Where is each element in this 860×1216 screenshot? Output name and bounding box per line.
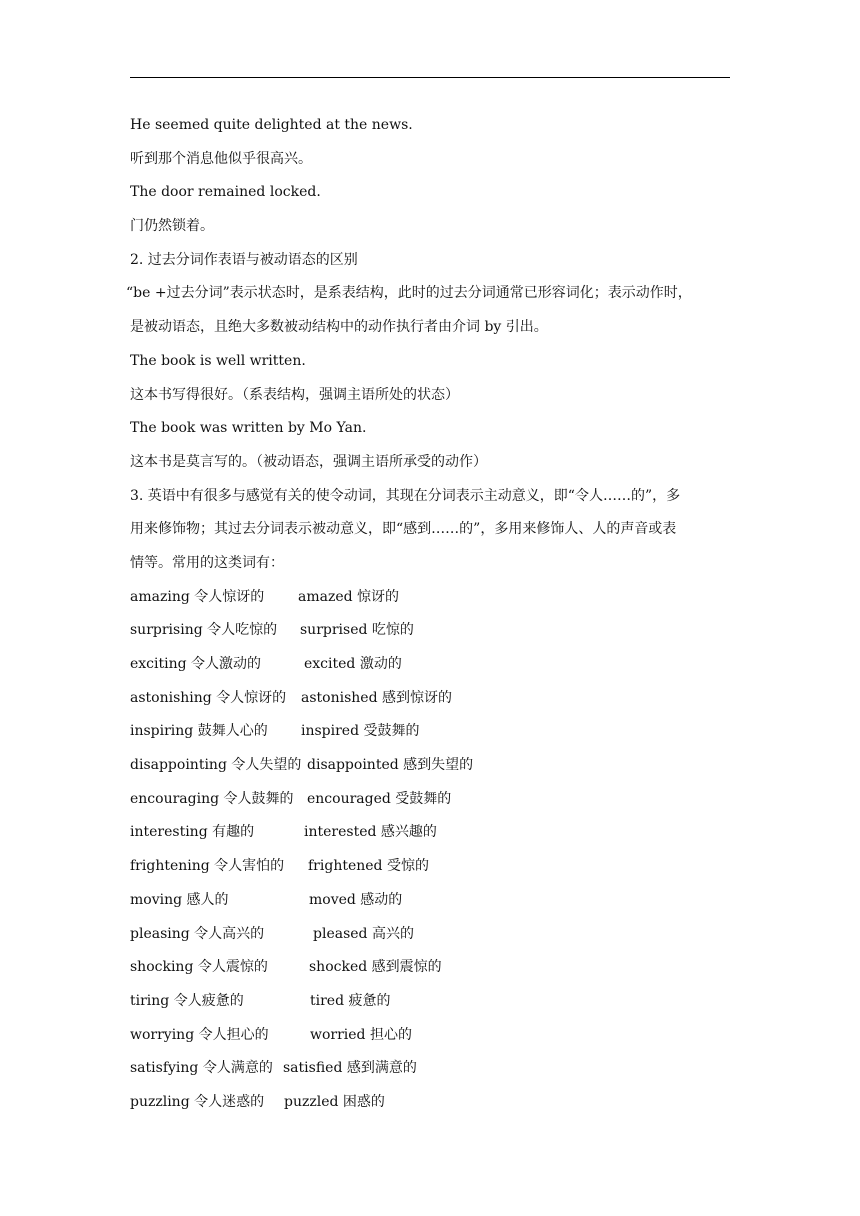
present-participle-word: tiring 令人疲惫的: [130, 992, 244, 1009]
past-participle-word: excited 激动的: [304, 656, 402, 672]
present-participle-word: surprising 令人吃惊的: [130, 622, 278, 639]
present-participle-word: puzzling 令人迷惑的: [130, 1093, 265, 1110]
present-participle-word: inspiring 鼓舞人心的: [130, 723, 268, 740]
example-sentence: The door remained locked.: [130, 184, 321, 201]
vocabulary-row: [130, 749, 730, 783]
vocabulary-list: [130, 581, 730, 1120]
present-participle-word: moving 感人的: [130, 891, 229, 908]
past-participle-word: encouraged 受鼓舞的: [307, 790, 452, 807]
present-participle-word: astonishing 令人惊讶的: [130, 689, 287, 706]
present-participle-word: worrying 令人担心的: [130, 1026, 269, 1043]
header-rule: [130, 77, 730, 78]
vocabulary-row: [130, 648, 730, 682]
vocabulary-row: [130, 614, 730, 648]
vocabulary-row: [130, 985, 730, 1019]
past-participle-word: moved 感动的: [309, 891, 403, 908]
vocabulary-row: [130, 1019, 730, 1053]
vocabulary-row: [130, 918, 730, 952]
example-sentence: He seemed quite delighted at the news.: [130, 117, 413, 133]
section-3-text-line: 情等。常用的这类词有：: [130, 554, 284, 571]
example-sentence: The book was written by Mo Yan.: [130, 420, 367, 437]
example-translation: 这本书写得很好。（系表结构，强调主语所处的状态）: [130, 386, 459, 403]
vocabulary-row: [130, 1086, 730, 1120]
vocabulary-row: [130, 816, 730, 850]
past-participle-word: shocked 感到震惊的: [309, 959, 442, 976]
section-2-explanation-line: “be +过去分词”表示状态时，是系表结构，此时的过去分词通常已形容词化；表示动作时，: [126, 285, 692, 302]
past-participle-word: puzzled 困惑的: [284, 1093, 385, 1110]
vocabulary-row: [130, 682, 730, 716]
vocabulary-row: [130, 850, 730, 884]
vocabulary-row: [130, 1052, 730, 1086]
past-participle-word: pleased 高兴的: [313, 925, 414, 942]
present-participle-word: exciting 令人激动的: [130, 656, 262, 672]
present-participle-word: satisfying 令人满意的: [130, 1060, 273, 1077]
past-participle-word: satisfied 感到满意的: [283, 1060, 417, 1077]
past-participle-word: surprised 吃惊的: [300, 622, 414, 639]
vocabulary-row: [130, 884, 730, 918]
example-sentence: The book is well written.: [130, 352, 306, 369]
past-participle-word: tired 疲惫的: [310, 992, 391, 1009]
document-body: [126, 109, 730, 1120]
vocabulary-row: [130, 783, 730, 817]
present-participle-word: shocking 令人震惊的: [130, 959, 268, 976]
past-participle-word: interested 感兴趣的: [304, 824, 437, 841]
present-participle-word: amazing 令人惊讶的: [130, 588, 265, 605]
past-participle-word: frightened 受惊的: [308, 858, 429, 875]
vocabulary-row: [130, 581, 730, 615]
vocabulary-row: [130, 951, 730, 985]
past-participle-word: amazed 惊讶的: [298, 588, 400, 605]
past-participle-word: disappointed 感到失望的: [307, 757, 474, 774]
past-participle-word: inspired 受鼓舞的: [301, 723, 420, 740]
past-participle-word: astonished 感到惊讶的: [301, 689, 452, 706]
section-3-text-line: 3. 英语中有很多与感觉有关的使令动词，其现在分词表示主动意义，即“令人……的”，多: [130, 487, 681, 504]
vocabulary-row: [130, 715, 730, 749]
present-participle-word: encouraging 令人鼓舞的: [130, 790, 294, 807]
section-3-text-line: 用来修饰物；其过去分词表示被动意义，即“感到……的”，多用来修饰人、人的声音或表: [130, 521, 677, 538]
example-translation: 听到那个消息他似乎很高兴。: [130, 150, 312, 167]
present-participle-word: interesting 有趣的: [130, 824, 255, 841]
present-participle-word: disappointing 令人失望的: [130, 757, 302, 774]
section-2-heading: 2. 过去分词作表语与被动语态的区别: [130, 251, 358, 268]
present-participle-word: frightening 令人害怕的: [130, 858, 285, 875]
section-2-explanation-line: 是被动语态，且绝大多数被动结构中的动作执行者由介词 by 引出。: [130, 319, 548, 336]
example-translation: 这本书是莫言写的。（被动语态，强调主语所承受的动作）: [130, 453, 487, 470]
present-participle-word: pleasing 令人高兴的: [130, 925, 265, 942]
example-translation: 门仍然锁着。: [130, 218, 214, 235]
past-participle-word: worried 担心的: [310, 1026, 412, 1043]
